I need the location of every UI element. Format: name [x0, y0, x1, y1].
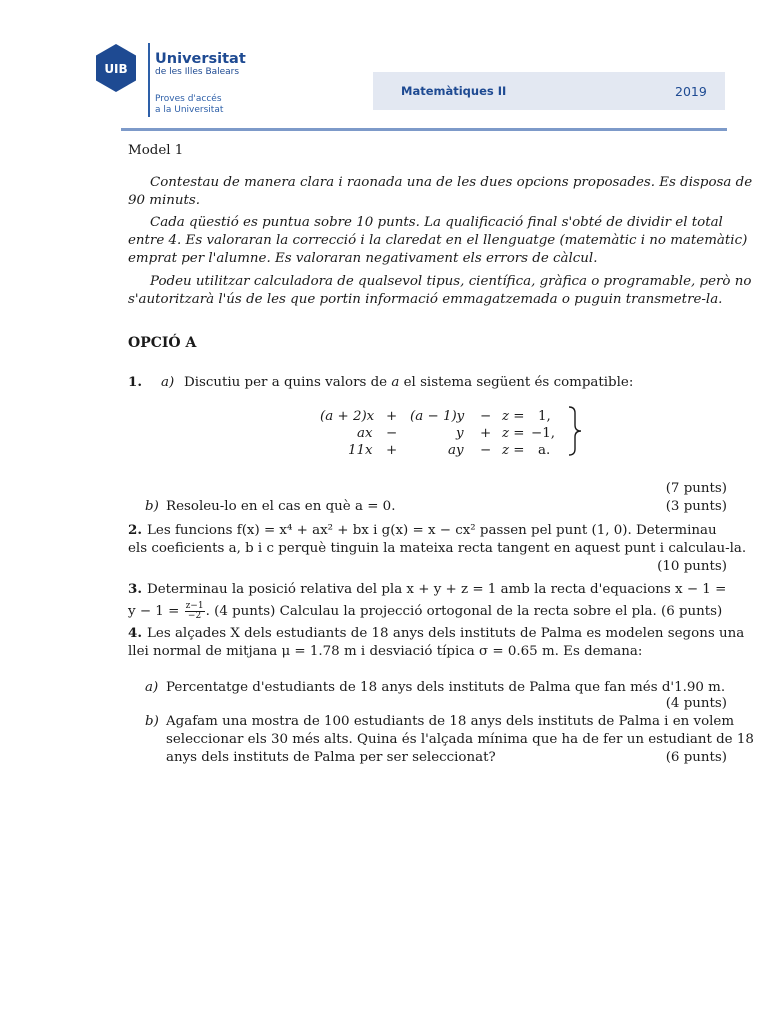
eq-r3-c2: + [386, 443, 398, 458]
question-3-line2: y − 1 = $\frac{z-1}{-2}$ . (4 punts) Calculau la projecció ortogonal de la recta sobre el pla. (6 punts) [128, 601, 723, 621]
question-1-number: 1. [128, 374, 142, 390]
access-line-1: Proves d'accés [155, 94, 222, 104]
instructions-p1-line2: 90 minuts. [128, 193, 201, 208]
eq-r3-c3: ay [448, 443, 464, 458]
model-label: Model 1 [128, 143, 184, 158]
subject-title: Matemàtiques II [401, 84, 507, 98]
eq-r1-c1: (a + 2)x [320, 409, 375, 424]
university-subtitle: de les Illes Balears [155, 67, 240, 77]
logo-text: UIB [104, 62, 128, 76]
eq-r2-c3: y [456, 426, 464, 441]
eq-r1-c3: (a − 1)y [410, 409, 465, 424]
eq-r2-c2: − [386, 426, 398, 441]
question-4b-label: b) [145, 714, 159, 729]
question-1a-label: a) [161, 375, 175, 390]
fraction: $\frac{z-1}{-2}$ [185, 601, 204, 621]
instructions-p3-line2: s'autoritzarà l'ús de les que portin informació emmagatzemada o puguin transmetre-la. [128, 292, 723, 307]
right-brace [565, 405, 585, 457]
question-2-number: 2. [128, 522, 142, 538]
instructions-p3-line1: Podeu utilitzar calculadora de qualsevol tipus, científica, gràfica o programable, però no [150, 274, 752, 289]
instructions-p2-line2: entre 4. Es valoraran la correcció i la claredat en el llenguatge (matemàtic i no matemàtic) [128, 233, 748, 248]
question-4b-points: (6 punts) [665, 750, 727, 765]
question-4b-line2: seleccionar els 30 més alts. Quina és l'alçada mínima que ha de fer un estudiant de 18 [166, 732, 754, 747]
eq-r1-c2: + [386, 409, 398, 424]
question-2-points: (10 punts) [657, 559, 727, 574]
instructions-p2-line3: emprat per l'alumne. Es valoraran negativament els errors de càlcul. [128, 251, 598, 266]
university-name: Universitat [155, 51, 246, 67]
question-1a-points: (7 punts) [665, 481, 727, 496]
question-1b-points: (3 punts) [665, 499, 727, 514]
question-2-line1: Les funcions f(x) = x⁴ + ax² + bx i g(x) = x − cx² passen pel punt (1, 0). Determinau [147, 523, 717, 538]
question-1b-label: b) [145, 499, 159, 514]
question-3-line1: Determinau la posició relativa del pla x + y + z = 1 amb la recta d'equacions x − 1 = [147, 582, 727, 597]
university-logo [90, 42, 142, 94]
question-4b-line3: anys dels instituts de Palma per ser seleccionat? [166, 750, 496, 765]
eq-r3-c4: − [480, 443, 492, 458]
eq-r2-c4: + [480, 426, 492, 441]
question-4b-line1: Agafam una mostra de 100 estudiants de 18 anys dels instituts de Palma i en volem [166, 714, 735, 729]
section-title: OPCIÓ A [128, 335, 197, 351]
question-4-line2: llei normal de mitjana μ = 1.78 m i desviació típica σ = 0.65 m. Es demana: [128, 644, 643, 659]
eq-r1-c6: 1, [538, 409, 551, 424]
question-4a-text: Percentatge d'estudiants de 18 anys dels instituts de Palma que fan més d'1.90 m. [166, 680, 726, 695]
eq-r1-c4: − [480, 409, 492, 424]
instructions-p2-line1: Cada qüestió es puntua sobre 10 punts. La qualificació final s'obté de dividir el total [150, 215, 723, 230]
exam-year: 2019 [675, 84, 707, 99]
eq-r2-c5: z = [502, 426, 525, 441]
question-1a-text: Discutiu per a quins valors de a el sistema següent és compatible: [184, 375, 634, 390]
eq-r2-c1: ax [357, 426, 373, 441]
question-3-number: 3. [128, 581, 142, 597]
eq-r2-c6: −1, [531, 426, 555, 441]
access-line-2: a la Universitat [155, 105, 224, 115]
question-1b-text: Resoleu-lo en el cas en què a = 0. [166, 499, 396, 514]
eq-r3-c5: z = [502, 443, 525, 458]
instructions-p1-line1: Contestau de manera clara i raonada una de les dues opcions proposades. Es disposa de [150, 175, 753, 190]
logo-divider [148, 43, 150, 117]
eq-r3-c1: 11x [348, 443, 373, 458]
header-rule [121, 128, 727, 131]
question-4-line1: Les alçades X dels estudiants de 18 anys dels instituts de Palma es modelen segons una [147, 626, 745, 641]
eq-r3-c6: a. [538, 443, 551, 458]
question-4-number: 4. [128, 625, 142, 641]
question-2-line2: els coeficients a, b i c perquè tinguin la mateixa recta tangent en aquest punt i calculau-la. [128, 541, 747, 556]
question-4a-label: a) [145, 680, 159, 695]
question-4a-points: (4 punts) [665, 696, 727, 711]
eq-r1-c5: z = [502, 409, 525, 424]
